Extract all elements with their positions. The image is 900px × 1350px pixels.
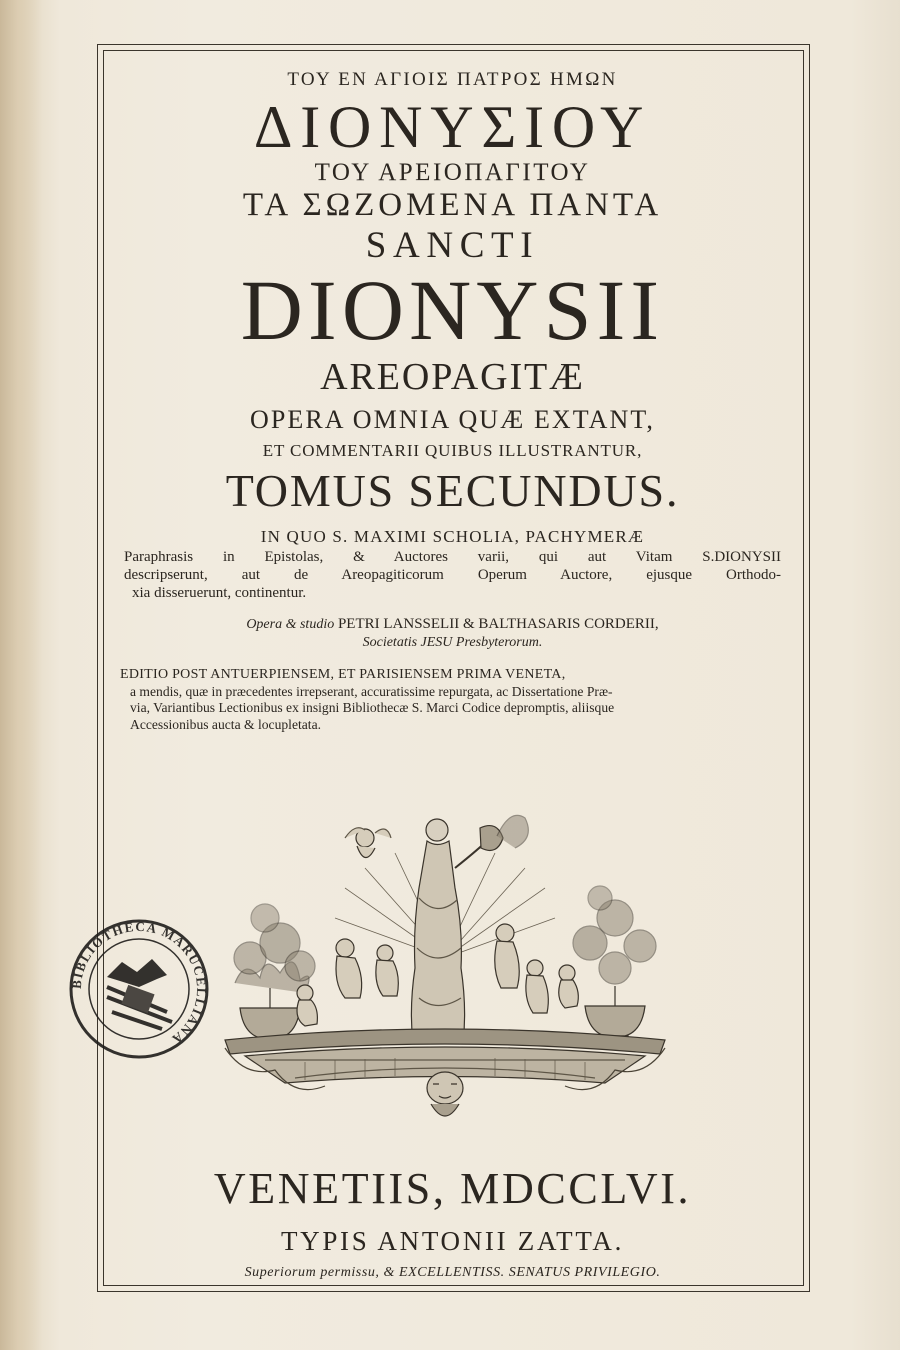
engraved-ornament-illustration <box>205 808 685 1128</box>
credit-prefix: Opera & studio <box>246 617 335 633</box>
latin-heading-sancti: SANCTI <box>365 224 540 266</box>
left-urn-icon <box>234 904 315 1048</box>
ornament-plinth <box>225 1029 665 1116</box>
credit-names: PETRI LANSSELII & BALTHASARIS CORDERII, <box>337 616 659 633</box>
latin-heading-areopagitae: AREOPAGITÆ <box>320 355 585 398</box>
library-stamp-seal-icon <box>62 917 217 1062</box>
contents-heading: IN QUO S. MAXIMI SCHOLIA, PACHYMERÆ <box>260 526 645 546</box>
title-block <box>110 60 795 733</box>
editor-credit <box>110 616 795 633</box>
edition-line-3: via, Variantibus Lectionibus ex insigni Bibliothecæ S. Marci Codice depromptis, aliisque <box>130 700 615 716</box>
imprint-place-year: VENETIIS, MDCCLVI. <box>213 1164 692 1213</box>
book-spine-shadow <box>0 0 42 1350</box>
greek-heading-dionysiou: ΔΙΟΝΥΣΙΟΥ <box>253 93 652 160</box>
contents-line-2: descripserunt, aut de Areopagiticorum Operum Auctore, ejusque Orthodo- <box>124 567 781 584</box>
volume-title: TOMUS SECUNDUS. <box>225 465 680 517</box>
edition-paragraph <box>120 667 785 733</box>
right-urn-icon <box>573 886 656 1046</box>
greek-heading-line-1: ΤΟΥ ΕΝ ΑΓΙΟΙΣ ΠΑΤΡΟΣ ΗΜΩΝ <box>287 69 618 90</box>
credit-society: Societatis JESU Presbyterorum. <box>362 635 543 651</box>
latin-heading-commentarii: ET COMMENTARII QUIBUS ILLUSTRANTUR, <box>262 440 643 460</box>
contents-paragraph <box>124 548 781 602</box>
stamp-text: BIBLIOTHECA MARUCELLIANA <box>68 918 210 1048</box>
edition-line-2: a mendis, quæ in præcedentes irrepserant, accuratissime repurgata, ac Dissertatione Præ- <box>130 684 613 700</box>
latin-heading-opera-omnia: OPERA OMNIA QUÆ EXTANT, <box>250 404 655 434</box>
imprint-printer: TYPIS ANTONII ZATTA. <box>280 1226 625 1256</box>
contents-line-1: Paraphrasis in Epistolas, & Auctores varii, qui aut Vitam S.DIONYSII <box>124 549 781 566</box>
imprint-privilege: Superiorum permissu, & EXCELLENTISS. SENATUS PRIVILEGIO. <box>244 1265 661 1280</box>
contents-line-3: xia disseruerunt, continentur. <box>132 585 307 602</box>
latin-heading-dionysii: DIONYSII <box>240 261 665 358</box>
edition-line-4: Accessionibus aucta & locupletata. <box>130 716 322 732</box>
greek-heading-areopagitou: ΤΟΥ ΑΡΕΙΟΠΑΓΙΤΟΥ <box>314 159 591 187</box>
greek-heading-ta-sozomena: ΤΑ ΣΩΖΟΜΕΝΑ ΠΑΝΤΑ <box>242 187 663 224</box>
edition-line-1: EDITIO POST ANTUERPIENSEM, ET PARISIENSEM PRIMA VENETA, <box>120 667 566 683</box>
